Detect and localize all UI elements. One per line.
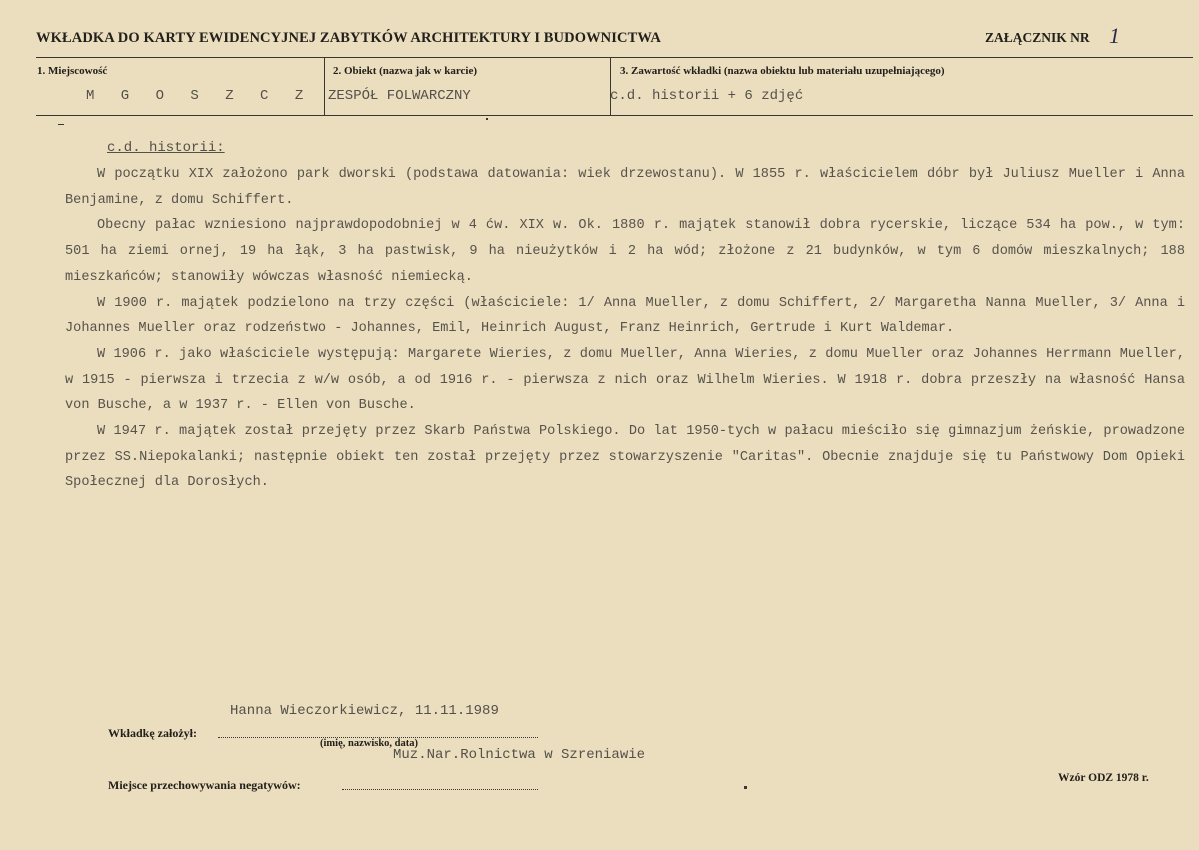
- contents-label: 3. Zawartość wkładki (nazwa obiektu lub materiału uzupełniającego): [620, 65, 945, 77]
- history-title: c.d. historii:: [107, 140, 225, 156]
- form-title: WKŁADKA DO KARTY EWIDENCYJNEJ ZABYTKÓW ARCHITEKTURY I BUDOWNICTWA: [36, 30, 661, 46]
- header-top-rule: [36, 57, 1193, 58]
- history-paragraph: W 1906 r. jako właściciele występują: Margarete Wieries, z domu Mueller, Anna Wieries, z domu Mueller oraz Johannes Herrmann Mueller, w 1915 - pierwsza i trzecia z w/w osób, a od 1916 r. - pierwsza z nich oraz Wilhelm Wieries. W 1918 r. dobra przeszły na własność Hansa von Busche, a w 1937 r. - Ellen von Busche.: [65, 346, 1185, 414]
- field-divider-1: [324, 57, 325, 115]
- negatives-value: Muz.Nar.Rolnictwa w Szreniawie: [393, 747, 646, 763]
- object-value: ZESPÓŁ FOLWARCZNY: [328, 88, 471, 104]
- scan-mark: [58, 124, 64, 125]
- history-paragraph: W 1947 r. majątek został przejęty przez Skarb Państwa Polskiego. Do lat 1950-tych w pałacu mieściło się gimnazjum żeńskie, prowadzone przez SS.Niepokalanki; następnie obiekt ten został przejęty przez stowarzyszenie "Caritas". Obecnie znajduje się tu Państwowy Dom Opieki Społecznej dla Dorosłych.: [65, 424, 1185, 491]
- object-label: 2. Obiekt (nazwa jak w karcie): [333, 65, 478, 77]
- scan-mark: [744, 786, 747, 789]
- locality-value: M G O S Z C Z: [86, 88, 313, 104]
- field-divider-2: [610, 57, 611, 115]
- form-model-number: Wzór ODZ 1978 r.: [1058, 772, 1149, 784]
- established-by-sublabel: (imię, nazwisko, data): [320, 738, 418, 749]
- negatives-line: [342, 789, 538, 790]
- history-text: [65, 162, 1185, 496]
- scan-mark: [486, 118, 488, 120]
- negatives-label: Miejsce przechowywania negatywów:: [108, 778, 301, 792]
- established-by-value: Hanna Wieczorkiewicz, 11.11.1989: [230, 703, 499, 719]
- locality-label: 1. Miejscowość: [37, 65, 108, 77]
- history-paragraph: Obecny pałac wzniesiono najprawdopodobniej w 4 ćw. XIX w. Ok. 1880 r. majątek stanowił dobra rycerskie, liczące 534 ha pow., w tym: 501 ha ziemi ornej, 19 ha łąk, 3 ha pastwisk, 9 ha nieużytków i 2 ha wód; złożone z 21 budynków, w tym 6 domów mieszkalnych; 188 mieszkańców; stanowiły wówczas własność niemiecką.: [65, 218, 1185, 285]
- history-paragraph: W 1900 r. majątek podzielono na trzy części (właściciele: 1/ Anna Mueller, z domu Schiffert, 2/ Margaretha Nanna Mueller, 3/ Anna i Johannes Mueller oraz rodzeństwo - Johannes, Emil, Heinrich August, Franz Heinrich, Gertrude i Kurt Waldemar.: [65, 295, 1185, 337]
- annex-label: ZAŁĄCZNIK NR: [985, 30, 1090, 45]
- contents-value: c.d. historii + 6 zdjęć: [610, 88, 804, 104]
- history-paragraph: W początku XIX założono park dworski (podstawa datowania: wiek drzewostanu). W 1855 r. właścicielem dóbr był Juliusz Mueller i Anna Benjamine, z domu Schiffert.: [65, 167, 1185, 208]
- header-bottom-rule: [36, 115, 1193, 116]
- annex-number: 1: [1109, 23, 1120, 48]
- established-by-label: Wkładkę założył:: [108, 726, 197, 740]
